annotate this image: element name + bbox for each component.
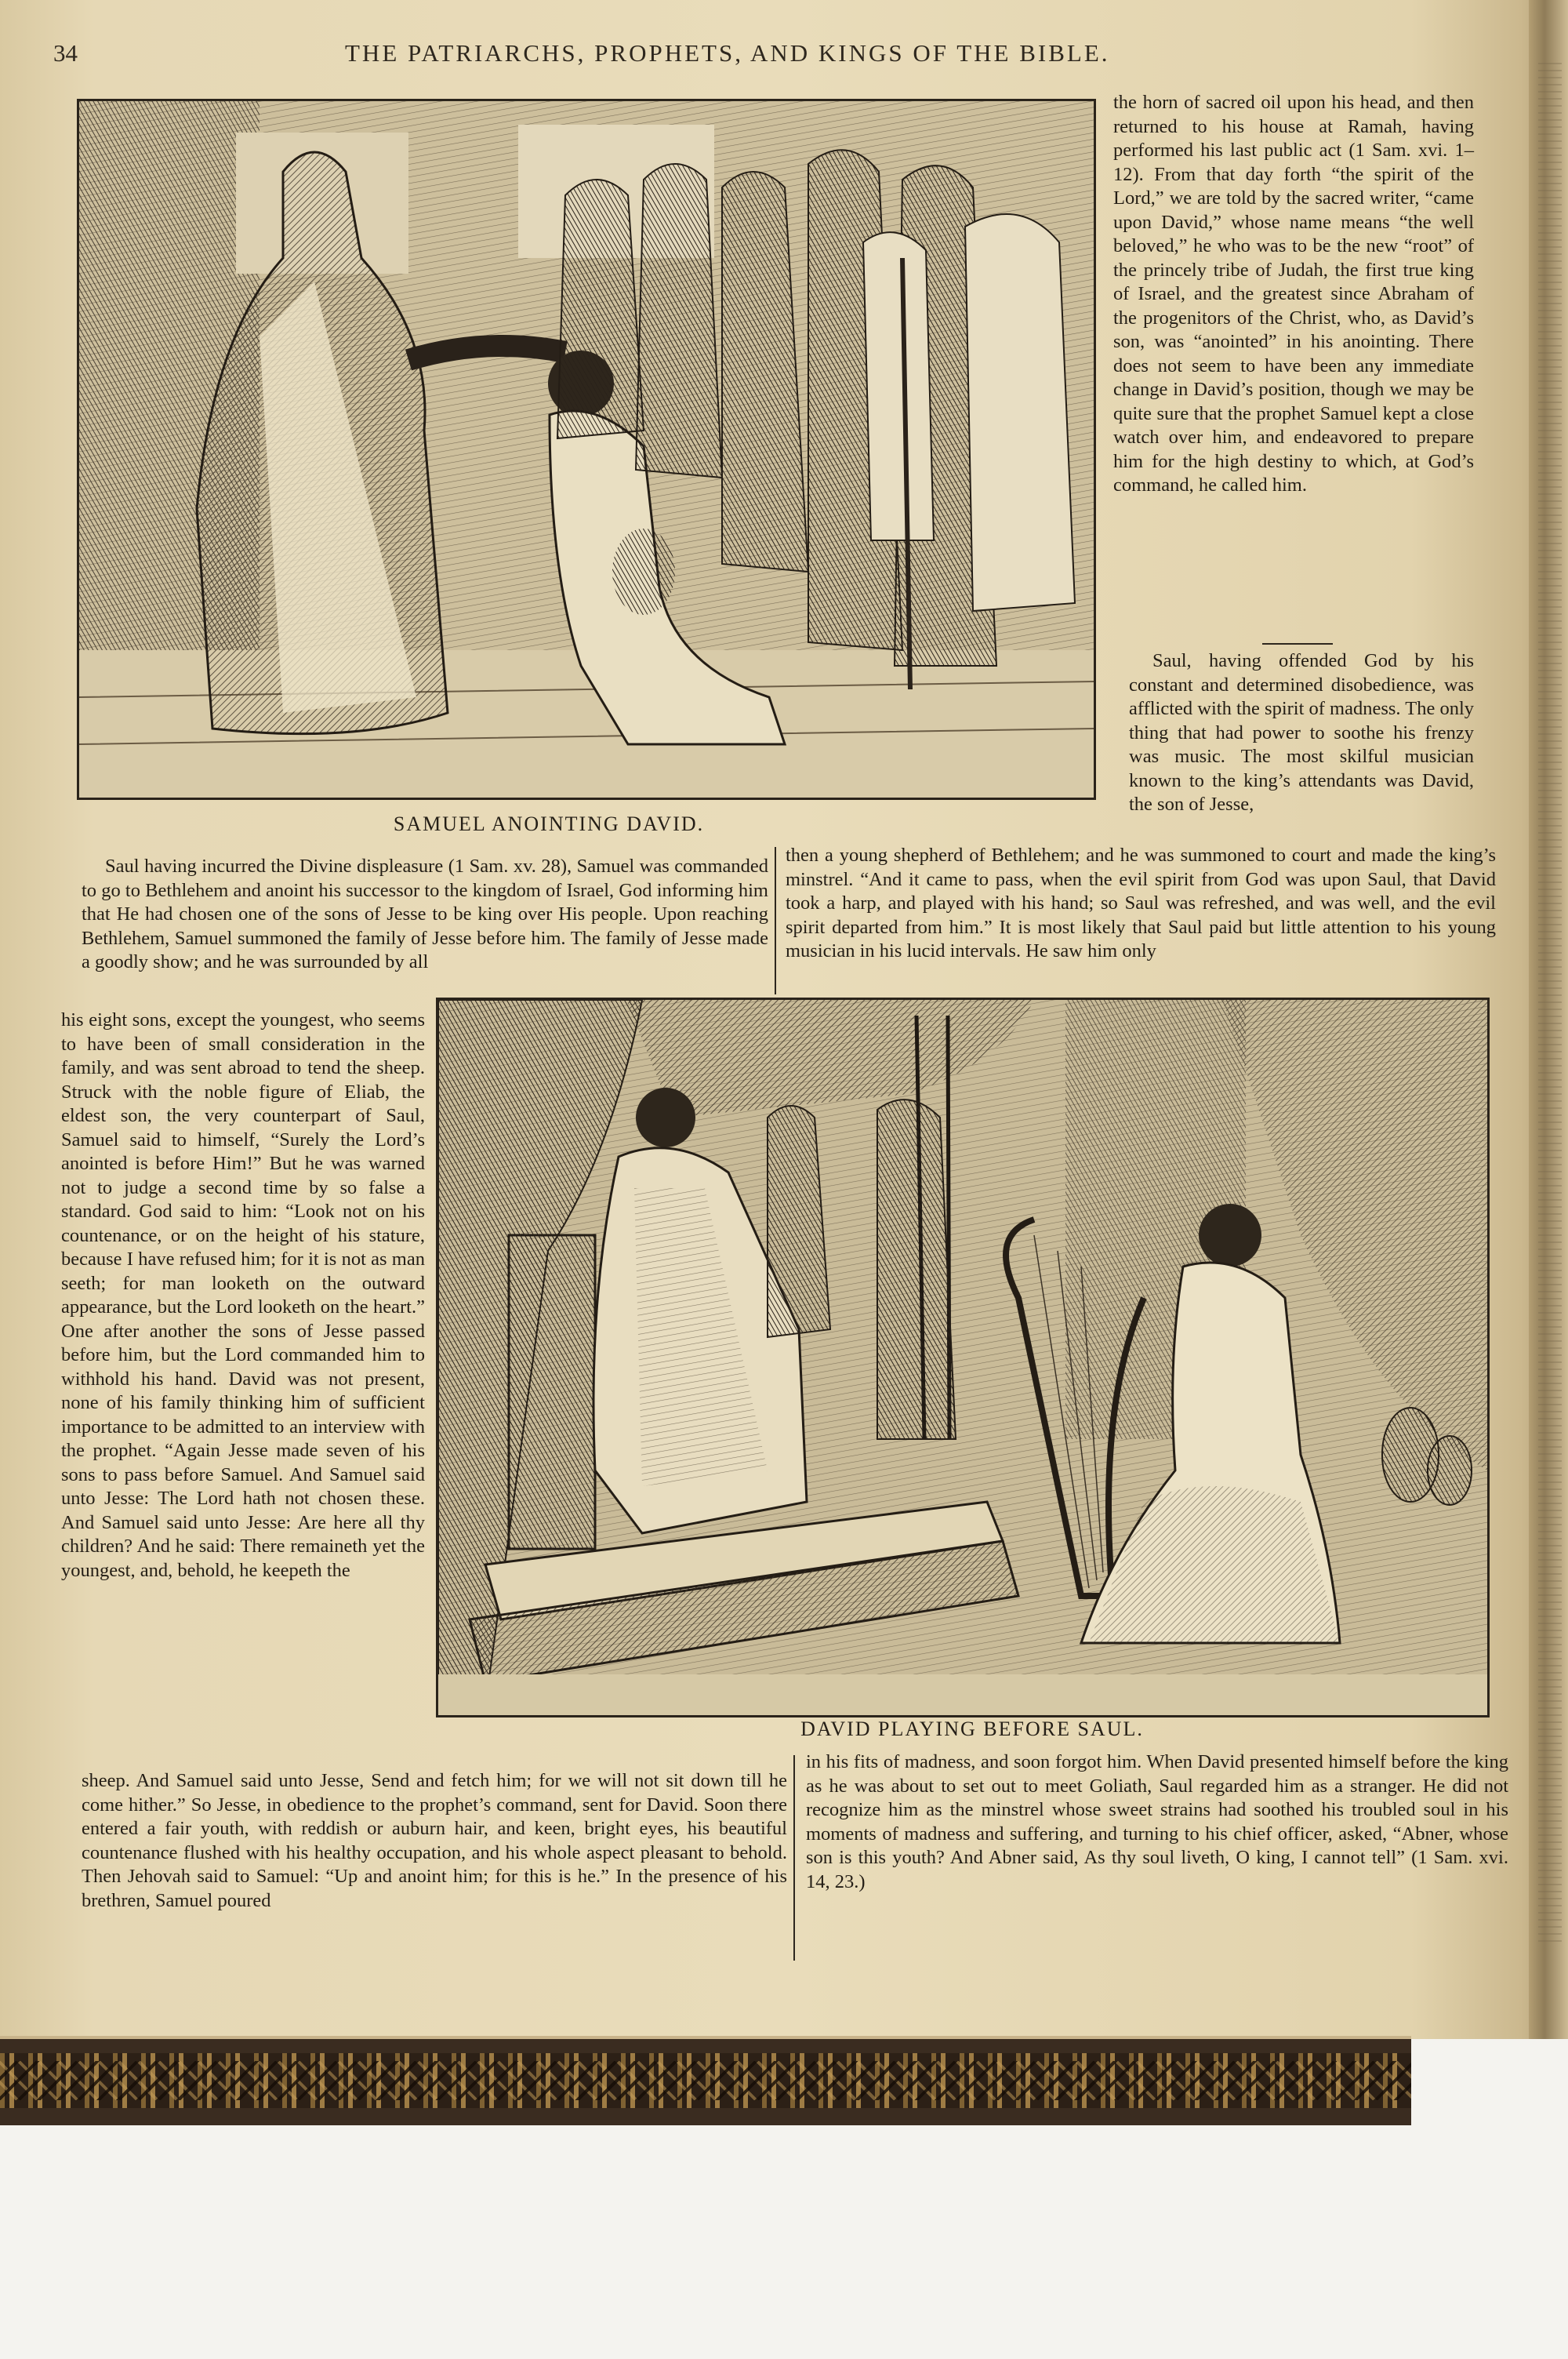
caption-david-playing-before-saul: DAVID PLAYING BEFORE SAUL. (800, 1717, 1144, 1740)
column-top-right: the horn of sacred oil upon his head, and then returned to his house at Ramah, having performed his last public act (1 Sam. xvi. 1–12). From that day forth “the spirit of the Lord,” we are told by the sacred writer, “came upon David,” whose name means “the well beloved,” he who was to be the new “root” of the princely tribe of Judah, the first true king of Israel, and the greatest since Abraham of the progenitors of the Christ, who, as David’s son, was “anointed” in his anointing. There does not seem to have been any immediate change in David’s position, though we may be quite sure that the prophet Samuel kept a close watch over him, and endeavored to prepare him for the high destiny to which, at God’s command, he called him. (1113, 92, 1474, 496)
column-left-narrow: his eight sons, except the youngest, who seems to have been of small consideration in the family, and was sent abroad to tend the sheep. Struck with the noble figure of Eliab, the eldest son, the very counterpart of Saul, Samuel said to himself, “Surely the Lord’s anointed is before Him!” But he was warned not to judge a second time by so false a standard. God said to him: “Look not on his countenance, or on the height of his stature, because I have refused him; for it is not as man seeth; for man looketh on the outward appearance, but the Lord looketh on the heart.” One after another the sons of Jesse passed before him, but the Lord commanded him to withhold his hand. David was not present, none of his family thinking him of sufficient importance to be admitted to an interview with the prophet. “Again Jesse made seven of his sons to pass before Samuel. And Samuel said unto Jesse: The Lord hath not chosen these. And Samuel said unto Jesse: Are here all thy children? And he said: There remaineth yet the youngest, and, behold, he keepeth the (61, 1009, 425, 1581)
column-mid-left: Saul having incurred the Divine displeasure (1 Sam. xv. 28), Samuel was commanded to go to Bethlehem and anoint his successor to the kingdom of Israel, God informing him that He had chosen one of the sons of Jesse to be king over His people. Upon reaching Bethlehem, Samuel summoned the family of Jesse before him. The family of Jesse made a goodly show; and he was surrounded by all (82, 856, 768, 972)
book-cover-border (0, 2039, 1411, 2125)
section-divider (1262, 643, 1333, 645)
engraving-samuel-anointing-david (77, 99, 1096, 800)
illustration-samuel-anointing-david (79, 101, 1094, 798)
column-divider-bottom (793, 1755, 795, 1961)
column-bottom-left: sheep. And Samuel said unto Jesse, Send and fetch him; for we will not sit down till he come hither.” So Jesse, in obedience to the prophet’s command, sent for David. Soon there entered a fair youth, with reddish or auburn hair, and keen, bright eyes, his beautiful countenance flushed with his healthy occupation, and his whole aspect pleasant to behold. Then Jehovah said to Samuel: “Up and anoint him; for this is he.” In the presence of his brethren, Samuel poured (82, 1770, 787, 1911)
facing-page-text (1538, 63, 1562, 1945)
column-divider-top (775, 847, 776, 994)
column-top-right-2: Saul, having offended God by his constant and determined disobedience, was afflicted with the spirit of madness. The only thing that had power to soothe his frenzy was music. The most skilful musician known to the king’s attendants was David, the son of Jesse, (1129, 650, 1475, 815)
triangle-pattern-band (0, 2061, 1411, 2100)
engraving-david-playing-harp (436, 998, 1490, 1717)
page-number: 34 (53, 39, 78, 67)
column-bottom-right: in his fits of madness, and soon forgot him. When David presented himself before the king as he was about to set out to meet Goliath, Saul regarded him as a stranger. He did not recognize him as the minstrel whose sweet strains had soothed his troubled soul in his moments of madness and suffering, and turning to his chief officer, asked, “Abner, whose son is this youth? And Abner said, As thy soul liveth, O king, I cannot tell” (1 Sam. xvi. 14, 23.) (806, 1751, 1508, 1892)
column-mid-right: then a young shepherd of Bethlehem; and he was summoned to court and made the king’s minstrel. “And it came to pass, when the evil spirit from God was upon Saul, that David took a harp, and played with his hand; so Saul was refreshed, and was well, and the evil spirit departed from him.” It is most likely that Saul paid but little attention to his young musician in his lucid intervals. He saw him only (786, 845, 1496, 961)
running-head: THE PATRIARCHS, PROPHETS, AND KINGS OF THE BIBLE. (345, 39, 1110, 67)
caption-samuel-anointing-david: SAMUEL ANOINTING DAVID. (393, 812, 705, 835)
illustration-david-playing-before-saul (438, 1000, 1487, 1715)
